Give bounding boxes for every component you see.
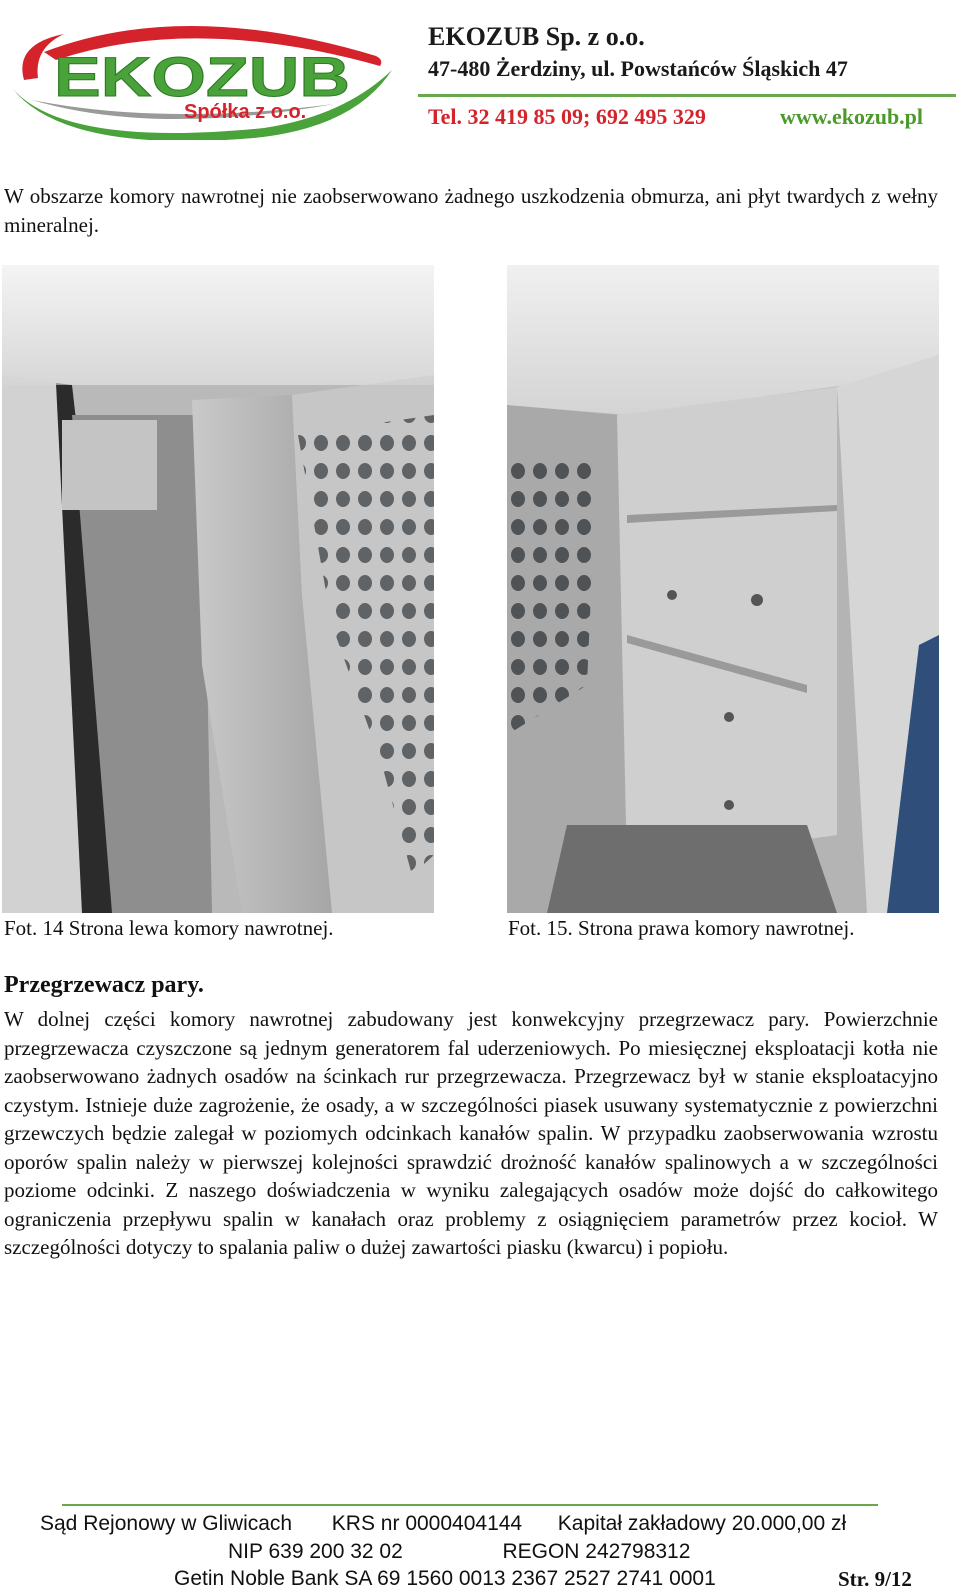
footer-bank: Getin Noble Bank SA 69 1560 0013 2367 2527 2741 0001 — [174, 1567, 716, 1590]
footer-nip: NIP 639 200 32 02 — [228, 1540, 403, 1563]
footer-capital: Kapitał zakładowy 20.000,00 zł — [557, 1512, 847, 1535]
company-phone: Tel. 32 419 85 09; 692 495 329 — [428, 104, 706, 129]
company-name: EKOZUB Sp. z o.o. — [428, 22, 645, 51]
photo-left-caption: Fot. 14 Strona lewa komory nawrotnej. — [4, 916, 334, 940]
page-number: Str. 9/12 — [838, 1567, 912, 1591]
intro-paragraph: W obszarze komory nawrotnej nie zaobserwowano żadnego uszkodzenia obmurza, ani płyt twardych z wełny mineralnej. — [4, 184, 938, 237]
footer-regon: REGON 242798312 — [502, 1540, 691, 1563]
section-body: W dolnej części komory nawrotnej zabudowany jest konwekcyjny przegrzewacz pary. Powierzchnie przegrzewacza czyszczone są jednym generatorem fal uderzeniowych. Po miesięcznej eksploatacji kotła nie zaobserwowano żadnych osadów na ścinkach rur przegrzewacza. Przegrzewacz był w stanie eksploatacyjno czystym. Istnieje duże zagrożenie, że osady, a w szczególności piasek usuwany systematycznie z powierzchni grzewczych będzie zalegał w poziomych odcinkach kanałów spalin. W przypadku zaobserwowania wzrostu oporów spalin należy w pierwszej kolejności sprawdzić drożność kanałów spalinowych a w szczególności poziome odcinki. Z naszego doświadczenia w wyniku zalegających osadów może dojść do całkowitego ograniczenia przepływu spalin w kanałach oraz problemy z osiągnięciem parametrów przez kocioł. W szczególności dotyczy to spalania paliw o dużej zawartości piasku (kwarcu) i popiołu. — [4, 1007, 938, 1259]
footer-line-1 — [40, 1512, 846, 1536]
photo-right-chamber-wall — [507, 265, 939, 913]
photo-right-caption: Fot. 15. Strona prawa komory nawrotnej. — [508, 916, 855, 940]
company-address: 47-480 Żerdziny, ul. Powstańców Śląskich 47 — [428, 56, 848, 81]
footer-divider — [62, 1504, 878, 1506]
logo-subtitle: Spółka z o.o. — [184, 101, 307, 123]
header-divider — [418, 94, 956, 97]
section-heading: Przegrzewacz pary. — [4, 972, 204, 998]
photo-left-chamber-wall — [2, 265, 434, 913]
footer-krs: KRS nr 0000404144 — [331, 1512, 523, 1535]
footer-court: Sąd Rejonowy w Gliwicach — [40, 1512, 293, 1535]
company-logo — [4, 8, 396, 140]
company-website[interactable]: www.ekozub.pl — [780, 104, 924, 129]
logo-wordmark: EKOZUB — [54, 45, 350, 108]
footer-line-2 — [228, 1540, 690, 1564]
